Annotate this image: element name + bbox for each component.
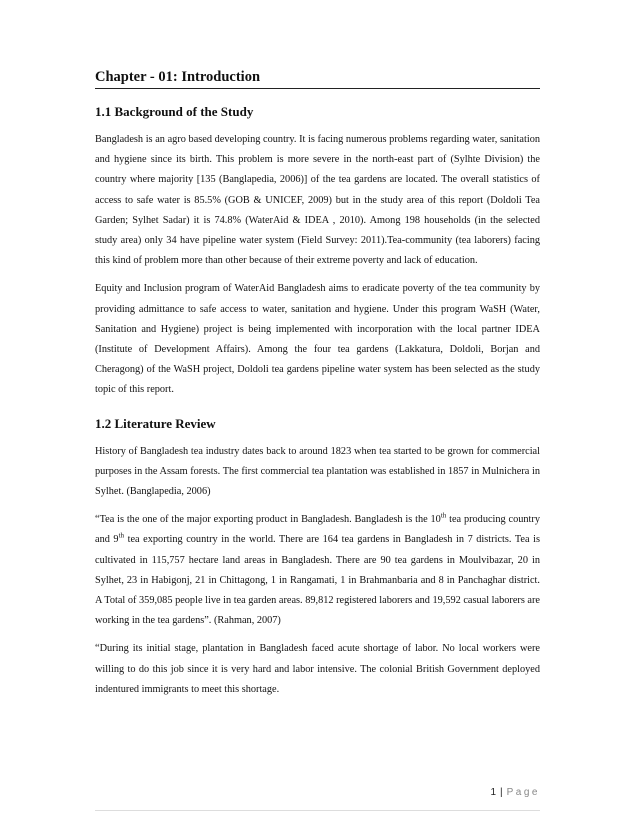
- section-heading-literature: 1.2 Literature Review: [95, 415, 216, 431]
- page-number-label: [490, 787, 540, 798]
- paragraph-background-2: Equity and Inclusion program of WaterAid Bangladesh aims to eradicate poverty of the tea community by providing admittance to safe access to water, sanitation and hygiene. Under this program WaSH (Water, Sanitation and Hygiene) project is being implemented with incorporation with the local partner IDEA (Institute of Development Affairs). Among the four tea gardens (Lakkatura, Doldoli, Borjan and Cheragong) of the WaSH project, Doldoli tea gardens pipeline water system has been selected as the study topic of this report.: [95, 283, 540, 396]
- document-page: [95, 68, 540, 708]
- paragraph-literature-3: “During its initial stage, plantation in Bangladesh faced acute shortage of labor. No local workers were willing to do this job since it is very hard and labor intensive. The colonial British Government deployed indentured immigrants to meet this shortage.: [95, 643, 540, 695]
- superscript: th: [118, 532, 125, 541]
- superscript: th: [440, 511, 447, 520]
- text-segment: “Tea is the one of the major exporting product in Bangladesh. Bangladesh is the 10: [95, 514, 441, 526]
- text-segment: tea producing country and 9: [95, 514, 540, 546]
- paragraph-literature-2: [95, 510, 540, 631]
- text-segment: tea exporting country in the world. There are 164 tea gardens in Bangladesh in 7 districts. Tea is cultivated in 115,757 hectare land areas in Bangladesh. There are 90 tea gardens in Moulvibazar, 20 in Sylhet, 23 in Habigonj, 21 in Chittagong, 1 in Rangamati, 1 in Brahmanbaria and 8 in Panchaghar district. A Total of 359,085 people live in tea garden areas. 89,812 registered laborers and 19,592 casual laborers are working in the tea gardens”. (Rahman, 2007): [95, 534, 540, 627]
- paragraph-literature-1: History of Bangladesh tea industry dates back to around 1823 when tea started to be grown for commercial purposes in the Assam forests. The first commercial tea plantation was established in 1857 in Mulnichera in Sylhet. (Banglapedia, 2006): [95, 445, 540, 498]
- section-heading-background: 1.1 Background of the Study: [95, 104, 254, 119]
- page-footer: [95, 787, 540, 811]
- footer-separator: |: [500, 787, 503, 798]
- page-number: 1: [490, 787, 497, 798]
- page-word: Page: [506, 787, 540, 798]
- paragraph-background-1: Bangladesh is an agro based developing country. It is facing numerous problems regarding water, sanitation and hygiene since its birth. This problem is more severe in the north-east part of (Sylhte Division) the country where majority [135 (Banglapedia, 2006)] of the tea gardens are located. The overall statistics of access to safe water is 85.5% (GOB & UNICEF, 2009) but in the study area of this report (Doldoli Tea Garden; Sylhet Sadar) it is 74.8% (WaterAid & IDEA , 2010). Among 198 households (in the selected study area) only 34 have pipeline water system (Field Survey: 2011).Tea-community (tea laborers) facing this kind of problem more than other because of their extreme poverty and lack of education.: [95, 134, 540, 267]
- chapter-title: Chapter - 01: Introduction: [95, 68, 540, 89]
